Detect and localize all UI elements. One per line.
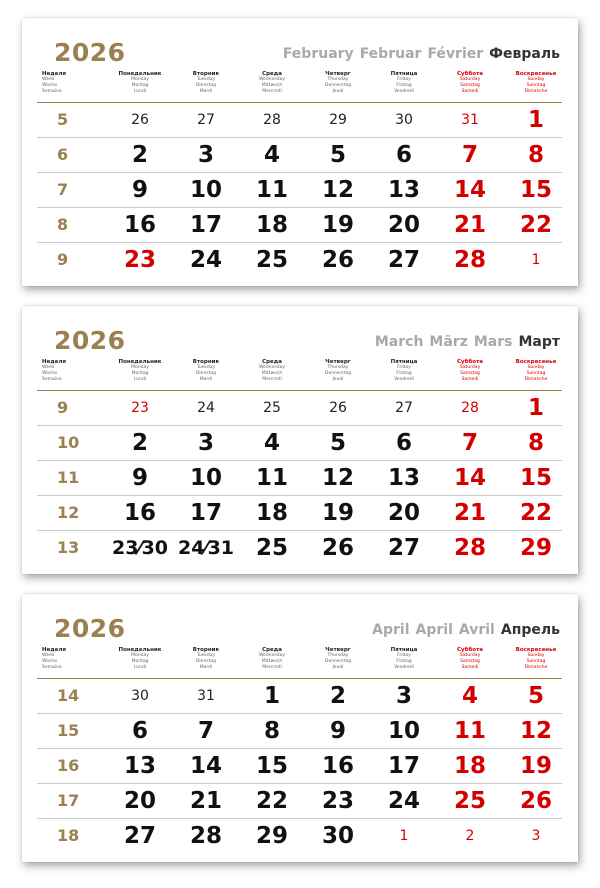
header-text: Понедельник	[118, 359, 162, 365]
month-name: Februar	[359, 46, 422, 62]
day-cell: 1	[531, 252, 541, 268]
day-cell: 6	[395, 142, 412, 168]
week-row	[37, 391, 562, 426]
day-cell: 14	[453, 465, 486, 491]
header-text: Monday	[131, 77, 149, 82]
header-text: Week	[42, 653, 55, 658]
week-number: 15	[57, 721, 80, 740]
header-text: Mercredi	[262, 377, 282, 382]
day-cell: 21	[453, 212, 486, 238]
week-row	[37, 138, 562, 173]
header-text: Среда	[262, 647, 282, 653]
header-text: Samedi	[461, 665, 479, 670]
week-row	[37, 496, 562, 531]
header-text: Thursday	[327, 365, 349, 370]
header-text: Vendredi	[394, 377, 414, 382]
day-cell: 5	[329, 430, 346, 456]
header-text: Saturday	[459, 653, 481, 658]
day-cell: 23	[131, 400, 149, 416]
day-cell: 27	[197, 112, 215, 128]
header-text: Суббота	[457, 647, 483, 653]
week-row	[37, 461, 562, 496]
header-text: Woche	[42, 83, 58, 88]
day-cell: 30	[131, 688, 149, 704]
day-cell: 26	[519, 788, 552, 814]
header-text: Mercredi	[262, 89, 282, 94]
day-cell: 27	[387, 247, 420, 273]
week-number: 7	[57, 180, 69, 199]
header-text: Lundi	[133, 89, 147, 94]
week-number: 5	[57, 110, 69, 129]
day-cell: 25	[255, 247, 288, 273]
week-number: 16	[57, 756, 80, 775]
day-cell: 11	[255, 177, 288, 203]
weekday-header-cell	[437, 359, 503, 383]
header-text: Samstag	[460, 83, 480, 88]
day-cell: 24⁄31	[177, 537, 235, 559]
day-cell: 2	[329, 683, 346, 709]
weekday-header-cell	[503, 647, 569, 671]
day-cell: 25	[255, 535, 288, 561]
header-text: Вторник	[192, 71, 220, 77]
header-text: Неделя	[42, 71, 67, 77]
day-cell: 7	[461, 430, 478, 456]
day-cell: 15	[255, 753, 288, 779]
header-text: Vendredi	[394, 89, 414, 94]
year-label: 2026	[54, 38, 126, 67]
year-label: 2026	[54, 614, 126, 643]
day-cell: 23	[123, 247, 156, 273]
header-text: Суббота	[457, 71, 483, 77]
header-text: Woche	[42, 659, 58, 664]
week-number: 11	[57, 468, 80, 487]
week-row	[37, 714, 562, 749]
day-cell: 11	[453, 718, 486, 744]
day-cell: 5	[527, 683, 544, 709]
header-text: Samstag	[460, 659, 480, 664]
day-cell: 31	[197, 688, 215, 704]
month-names	[369, 334, 560, 350]
week-number: 12	[57, 503, 80, 522]
day-cell: 25	[263, 400, 281, 416]
day-cell: 23⁄30	[111, 537, 169, 559]
day-cell: 26	[329, 400, 347, 416]
header-text: Jeudi	[332, 665, 344, 670]
weekday-header-cell	[371, 647, 437, 671]
weekday-header	[37, 647, 562, 678]
day-cell: 1	[399, 828, 409, 844]
header-text: Semaine	[42, 665, 62, 670]
day-cell: 16	[123, 212, 156, 238]
day-cell: 7	[197, 718, 214, 744]
header-text: Суббота	[457, 359, 483, 365]
day-cell: 20	[123, 788, 156, 814]
header-text: Sunday	[527, 365, 545, 370]
header-text: Lundi	[133, 665, 147, 670]
header-text: Wednesday	[258, 77, 286, 82]
header-text: Mittwoch	[261, 659, 283, 664]
month-name: Février	[427, 46, 484, 62]
day-cell: 28	[461, 400, 479, 416]
header-text: Tuesday	[196, 653, 216, 658]
day-cell: 22	[255, 788, 288, 814]
header-text: Dimanche	[524, 377, 548, 382]
day-cell: 3	[531, 828, 541, 844]
day-cell: 26	[131, 112, 149, 128]
header-text: Monday	[131, 653, 149, 658]
header-text: Montag	[131, 83, 149, 88]
calendar-sheet-march	[22, 306, 578, 574]
month-names	[277, 46, 560, 62]
week-rows	[37, 679, 562, 853]
header-text: Sonntag	[526, 83, 546, 88]
header-text: Montag	[131, 659, 149, 664]
header-text: Donnerstag	[324, 371, 352, 376]
day-cell: 4	[263, 142, 280, 168]
header-text: Sonntag	[526, 659, 546, 664]
header-text: Воскресенье	[515, 359, 557, 365]
day-cell: 27	[395, 400, 413, 416]
header-text: Jeudi	[332, 89, 344, 94]
header-text: Среда	[262, 359, 282, 365]
day-cell: 14	[453, 177, 486, 203]
month-name: April	[372, 622, 410, 638]
day-cell: 12	[321, 177, 354, 203]
header-text: Thursday	[327, 77, 349, 82]
day-cell: 13	[123, 753, 156, 779]
day-cell: 30	[395, 112, 413, 128]
header-text: Friday	[397, 653, 411, 658]
header-text: Mittwoch	[261, 83, 283, 88]
month-name: March	[374, 334, 424, 350]
header-text: Sonntag	[526, 371, 546, 376]
header-text: Mardi	[199, 377, 213, 382]
month-name: Февраль	[489, 46, 560, 62]
day-cell: 4	[263, 430, 280, 456]
header-text: Dienstag	[195, 83, 217, 88]
day-cell: 8	[263, 718, 280, 744]
day-cell: 20	[387, 212, 420, 238]
day-cell: 7	[461, 142, 478, 168]
day-cell: 27	[123, 823, 156, 849]
month-name: Март	[518, 334, 560, 350]
day-cell: 4	[461, 683, 478, 709]
header-text: Вторник	[192, 647, 220, 653]
header-text: Week	[42, 365, 55, 370]
header-text: Четверг	[325, 647, 351, 653]
weekday-header-cell	[107, 71, 173, 95]
weekday-header-cell	[107, 647, 173, 671]
weekday-header-cell	[503, 359, 569, 383]
day-cell: 1	[527, 107, 544, 133]
day-cell: 27	[387, 535, 420, 561]
day-cell: 9	[131, 465, 148, 491]
day-cell: 2	[465, 828, 475, 844]
day-cell: 20	[387, 500, 420, 526]
day-cell: 10	[189, 177, 222, 203]
header-text: Friday	[397, 365, 411, 370]
day-cell: 22	[519, 212, 552, 238]
day-cell: 14	[189, 753, 222, 779]
header-text: Freitag	[396, 371, 412, 376]
day-cell: 1	[263, 683, 280, 709]
day-cell: 19	[321, 212, 354, 238]
day-cell: 28	[189, 823, 222, 849]
day-cell: 18	[453, 753, 486, 779]
header-text: Неделя	[42, 647, 67, 653]
header-text: Dienstag	[195, 371, 217, 376]
calendar-sheet-april	[22, 594, 578, 862]
day-cell: 25	[453, 788, 486, 814]
week-row	[37, 173, 562, 208]
header-text: Четверг	[325, 359, 351, 365]
day-cell: 24	[387, 788, 420, 814]
header-text: Dienstag	[195, 659, 217, 664]
day-cell: 10	[387, 718, 420, 744]
day-cell: 24	[189, 247, 222, 273]
day-cell: 9	[131, 177, 148, 203]
week-number: 18	[57, 826, 80, 845]
header-text: Sunday	[527, 653, 545, 658]
weekday-header	[37, 71, 562, 102]
header-text: Samedi	[461, 89, 479, 94]
header-text: Monday	[131, 365, 149, 370]
day-cell: 28	[453, 535, 486, 561]
day-cell: 16	[321, 753, 354, 779]
day-cell: 13	[387, 177, 420, 203]
header-text: Montag	[131, 371, 149, 376]
day-cell: 3	[197, 430, 214, 456]
week-number: 6	[57, 145, 69, 164]
header-text: Пятница	[390, 359, 418, 365]
weekday-header-cell	[239, 647, 305, 671]
header-text: Среда	[262, 71, 282, 77]
week-number: 9	[57, 398, 69, 417]
header-text: Неделя	[42, 359, 67, 365]
weekday-header-cell	[173, 71, 239, 95]
day-cell: 8	[527, 142, 544, 168]
day-cell: 2	[131, 430, 148, 456]
header-text: Tuesday	[196, 365, 216, 370]
day-cell: 15	[519, 177, 552, 203]
week-number: 17	[57, 791, 80, 810]
week-row	[37, 243, 562, 277]
weekday-header-cell	[173, 359, 239, 383]
day-cell: 28	[453, 247, 486, 273]
weekday-header-cell	[371, 71, 437, 95]
header-text: Donnerstag	[324, 659, 352, 664]
day-cell: 26	[321, 535, 354, 561]
day-cell: 31	[461, 112, 479, 128]
header-text: Freitag	[396, 83, 412, 88]
day-cell: 21	[189, 788, 222, 814]
header-text: Воскресенье	[515, 71, 557, 77]
day-cell: 17	[189, 500, 222, 526]
header-text: Dimanche	[524, 89, 548, 94]
day-cell: 5	[329, 142, 346, 168]
month-name: Avril	[458, 622, 495, 638]
header-text: Mardi	[199, 665, 213, 670]
header-text: Dimanche	[524, 665, 548, 670]
week-rows	[37, 103, 562, 277]
week-row	[37, 819, 562, 853]
header-text: Donnerstag	[324, 83, 352, 88]
day-cell: 23	[321, 788, 354, 814]
weekday-header-cell	[239, 359, 305, 383]
day-cell: 17	[387, 753, 420, 779]
week-row	[37, 426, 562, 461]
day-cell: 30	[321, 823, 354, 849]
header-text: Воскресенье	[515, 647, 557, 653]
week-row	[37, 784, 562, 819]
week-row	[37, 749, 562, 784]
header-text: Jeudi	[332, 377, 344, 382]
header-text: Lundi	[133, 377, 147, 382]
day-cell: 29	[519, 535, 552, 561]
day-cell: 8	[527, 430, 544, 456]
day-cell: 24	[197, 400, 215, 416]
calendar-sheet-february	[22, 18, 578, 286]
day-cell: 6	[131, 718, 148, 744]
header-text: Thursday	[327, 653, 349, 658]
header-text: Понедельник	[118, 647, 162, 653]
week-number: 14	[57, 686, 80, 705]
month-name: Апрель	[500, 622, 560, 638]
header-text: Sunday	[527, 77, 545, 82]
day-cell: 18	[255, 212, 288, 238]
header-text: Пятница	[390, 71, 418, 77]
weekday-header-cell	[305, 71, 371, 95]
year-label: 2026	[54, 326, 126, 355]
header-text: Semaine	[42, 89, 62, 94]
day-cell: 12	[519, 718, 552, 744]
week-row	[37, 208, 562, 243]
header-text: Semaine	[42, 377, 62, 382]
header-text: Mittwoch	[261, 371, 283, 376]
header-text: Mercredi	[262, 665, 282, 670]
day-cell: 3	[197, 142, 214, 168]
week-column-header	[42, 359, 82, 383]
week-row	[37, 103, 562, 138]
day-cell: 1	[527, 395, 544, 421]
weekday-header-cell	[107, 359, 173, 383]
weekday-header-cell	[437, 71, 503, 95]
month-names	[366, 622, 560, 638]
header-text: Wednesday	[258, 653, 286, 658]
weekday-header	[37, 359, 562, 390]
weekday-header-cell	[503, 71, 569, 95]
month-name: Mars	[473, 334, 513, 350]
day-cell: 18	[255, 500, 288, 526]
week-rows	[37, 391, 562, 565]
day-cell: 21	[453, 500, 486, 526]
day-cell: 19	[321, 500, 354, 526]
month-name: February	[282, 46, 354, 62]
header-text: Понедельник	[118, 71, 162, 77]
weekday-header-cell	[305, 647, 371, 671]
weekday-header-cell	[437, 647, 503, 671]
day-cell: 17	[189, 212, 222, 238]
header-text: Mardi	[199, 89, 213, 94]
day-cell: 12	[321, 465, 354, 491]
day-cell: 19	[519, 753, 552, 779]
header-text: Samedi	[461, 377, 479, 382]
week-row	[37, 679, 562, 714]
day-cell: 2	[131, 142, 148, 168]
day-cell: 11	[255, 465, 288, 491]
day-cell: 10	[189, 465, 222, 491]
week-number: 9	[57, 250, 69, 269]
day-cell: 6	[395, 430, 412, 456]
header-text: Saturday	[459, 77, 481, 82]
header-text: Week	[42, 77, 55, 82]
day-cell: 28	[263, 112, 281, 128]
day-cell: 22	[519, 500, 552, 526]
header-text: Samstag	[460, 371, 480, 376]
header-text: Freitag	[396, 659, 412, 664]
week-number: 8	[57, 215, 69, 234]
week-column-header	[42, 71, 82, 95]
week-number: 13	[57, 538, 80, 557]
header-text: Tuesday	[196, 77, 216, 82]
day-cell: 16	[123, 500, 156, 526]
weekday-header-cell	[305, 359, 371, 383]
month-name: April	[415, 622, 453, 638]
header-text: Woche	[42, 371, 58, 376]
day-cell: 29	[329, 112, 347, 128]
day-cell: 26	[321, 247, 354, 273]
day-cell: 29	[255, 823, 288, 849]
day-cell: 15	[519, 465, 552, 491]
weekday-header-cell	[371, 359, 437, 383]
day-cell: 3	[395, 683, 412, 709]
week-number: 10	[57, 433, 80, 452]
header-text: Friday	[397, 77, 411, 82]
weekday-header-cell	[239, 71, 305, 95]
header-text: Четверг	[325, 71, 351, 77]
day-cell: 13	[387, 465, 420, 491]
header-text: Wednesday	[258, 365, 286, 370]
header-text: Пятница	[390, 647, 418, 653]
weekday-header-cell	[173, 647, 239, 671]
month-name: März	[429, 334, 468, 350]
week-row	[37, 531, 562, 565]
header-text: Saturday	[459, 365, 481, 370]
week-column-header	[42, 647, 82, 671]
day-cell: 9	[329, 718, 346, 744]
header-text: Вторник	[192, 359, 220, 365]
header-text: Vendredi	[394, 665, 414, 670]
